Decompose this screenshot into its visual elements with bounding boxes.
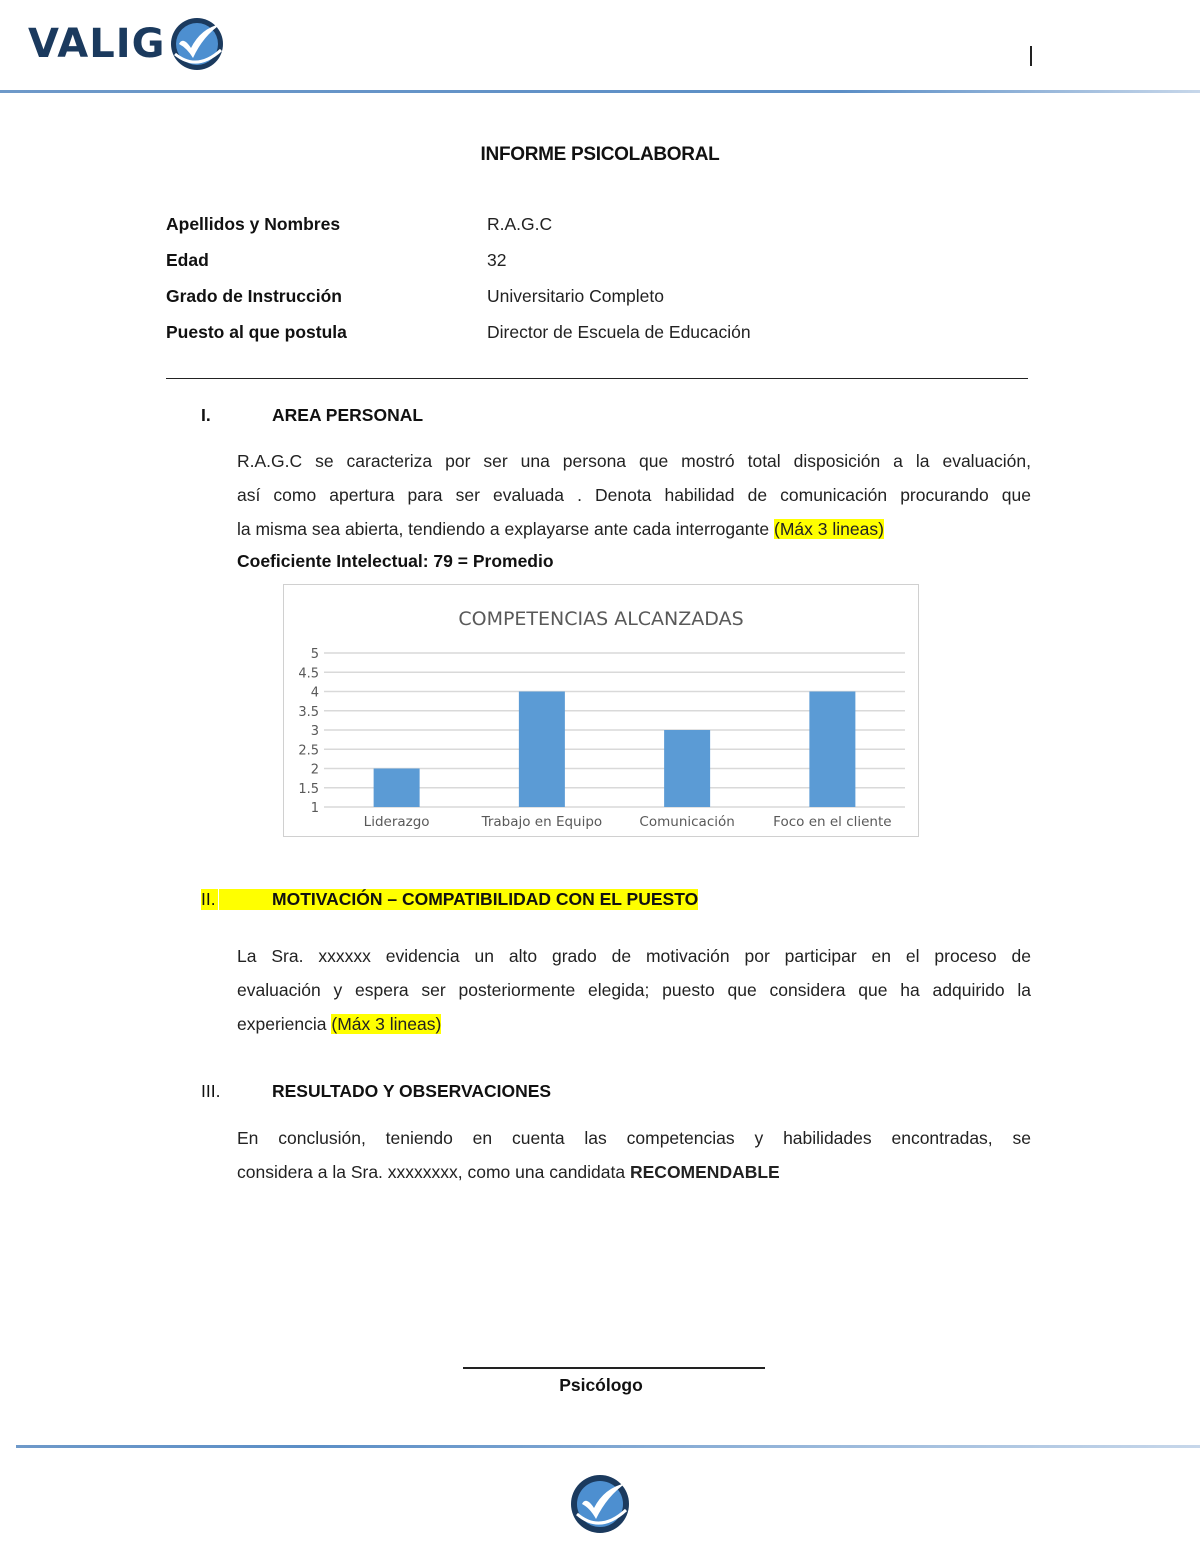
chart-xtick-label: Comunicación xyxy=(639,814,735,830)
header-divider xyxy=(1030,46,1032,66)
section2-paragraph xyxy=(237,939,1031,1041)
chart-ytick-label: 2 xyxy=(310,762,319,778)
field-value-puesto: Director de Escuela de Educación xyxy=(487,322,751,342)
field-value-nombres: R.A.G.C xyxy=(487,214,553,234)
section3-number: III. xyxy=(201,1081,221,1101)
section2-line: evaluación y espera ser posteriormente elegida; puesto que considera que ha adquirido la xyxy=(237,980,1031,1000)
iq-result: Coeficiente Intelectual: 79 = Promedio xyxy=(237,551,554,571)
checkmark-logo-icon xyxy=(165,14,229,74)
section2-line-text: experiencia xyxy=(237,1014,327,1034)
section1-line: así como apertura para ser evaluada . Denota habilidad de comunicación procurando que xyxy=(237,485,1031,505)
chart-ytick-label: 5 xyxy=(310,647,319,662)
section3-line-last xyxy=(237,1155,1031,1189)
document-title: INFORME PSICOLABORAL xyxy=(480,144,720,165)
section1-line-text: la misma sea abierta, tendiendo a explayarse ante cada interrogante xyxy=(237,519,770,539)
section3-result: RECOMENDABLE xyxy=(630,1162,780,1182)
section3-paragraph xyxy=(237,1121,1031,1189)
chart-xtick-label: Foco en el cliente xyxy=(773,814,892,830)
field-value-edad: 32 xyxy=(487,250,507,270)
chart-bar xyxy=(809,692,855,808)
chart-ytick-label: 1 xyxy=(310,801,319,816)
chart-title: COMPETENCIAS ALCANZADAS xyxy=(458,608,744,630)
competencias-chart xyxy=(283,584,919,837)
section2-note: (Máx 3 lineas) xyxy=(331,1014,442,1034)
section3-line-text: considera a la Sra. xxxxxxxx, como una candidata xyxy=(237,1162,626,1182)
chart-bar xyxy=(664,730,710,807)
section3-title: RESULTADO Y OBSERVACIONES xyxy=(272,1081,552,1101)
footer-rule xyxy=(16,1445,1200,1448)
chart-xtick-label: Trabajo en Equipo xyxy=(481,814,603,830)
section1-number: I. xyxy=(201,405,211,425)
section2-line: La Sra. xxxxxx evidencia un alto grado de motivación por participar en el proceso de xyxy=(237,946,1031,966)
section1-paragraph xyxy=(237,444,1031,546)
section3-line: En conclusión, teniendo en cuenta las competencias y habilidades encontradas, se xyxy=(237,1128,1031,1148)
section1-note: (Máx 3 lineas) xyxy=(774,519,884,539)
signature-label: Psicólogo xyxy=(559,1375,643,1395)
footer-logo xyxy=(568,1472,632,1541)
field-label-puesto: Puesto al que postula xyxy=(166,322,347,342)
field-label-edad: Edad xyxy=(166,250,209,270)
section1-line-last xyxy=(237,512,1031,546)
section2-title: MOTIVACIÓN – COMPATIBILIDAD CON EL PUESTO xyxy=(272,889,699,909)
chart-xtick-label: Liderazgo xyxy=(363,814,430,830)
section-separator xyxy=(166,378,1028,379)
field-value-instruccion: Universitario Completo xyxy=(487,286,665,306)
section1-title: AREA PERSONAL xyxy=(272,405,424,425)
chart-ytick-label: 1.5 xyxy=(298,781,319,797)
chart-ytick-label: 4 xyxy=(310,685,319,701)
company-logo xyxy=(28,14,229,74)
field-label-instruccion: Grado de Instrucción xyxy=(166,286,342,306)
checkmark-logo-icon xyxy=(568,1472,632,1536)
chart-ytick-label: 3 xyxy=(310,724,319,739)
signature-line xyxy=(463,1367,765,1369)
chart-bar xyxy=(374,769,420,808)
section2-number: II. xyxy=(201,889,216,909)
section1-line: R.A.G.C se caracteriza por ser una persona que mostró total disposición a la evaluación, xyxy=(237,451,1031,471)
field-label-nombres: Apellidos y Nombres xyxy=(166,214,341,234)
chart-svg xyxy=(284,585,918,836)
section2-line-last xyxy=(237,1007,1031,1041)
chart-ytick-label: 4.5 xyxy=(298,666,319,682)
section2-number-highlight xyxy=(219,889,272,910)
chart-bar xyxy=(519,692,565,808)
logo-text: VALIG xyxy=(28,21,166,67)
chart-ytick-label: 3.5 xyxy=(298,704,319,720)
chart-ytick-label: 2.5 xyxy=(298,743,319,759)
header-rule xyxy=(0,90,1200,93)
